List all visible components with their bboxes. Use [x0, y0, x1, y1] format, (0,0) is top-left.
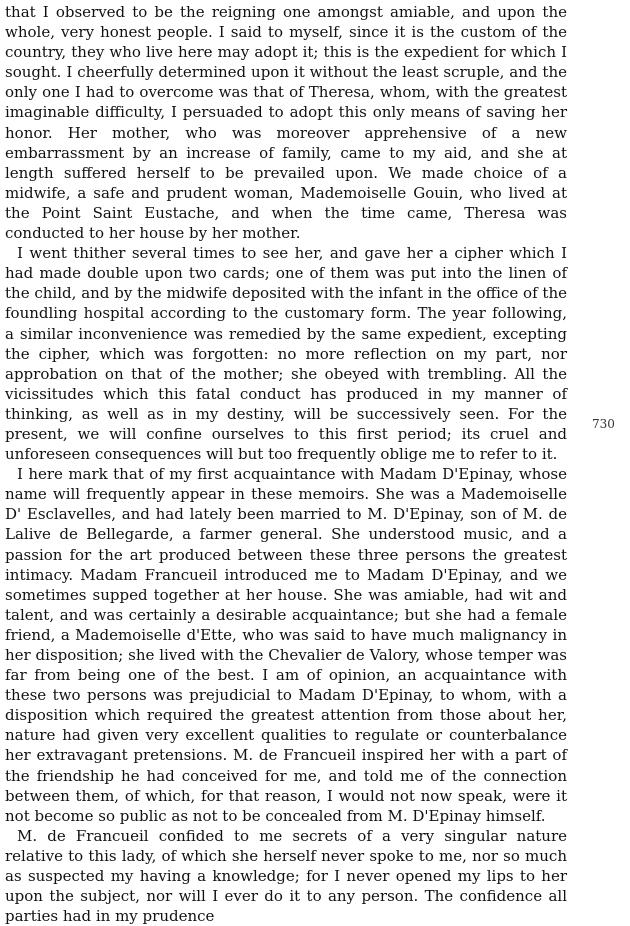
paragraph-4: M. de Francueil confided to me secrets of a very singular nature relative to this lady, of which she herself never spoke to me, nor so much as suspected my having a knowledge; for I never opened my lips to her upon the subject, nor will I ever do it to any person. The confidence all parties had in my prudence — [5, 826, 567, 926]
paragraph-1: that I observed to be the reigning one amongst amiable, and upon the whole, very honest people. I said to myself, since it is the custom of the country, they who live here may adopt it; this is the expedient for which I sought. I cheerfully determined upon it without the least scruple, and the only one I had to overcome was that of Theresa, whom, with the greatest imaginable difficulty, I persuaded to adopt this only means of saving her honor. Her mother, who was moreover apprehensive of a new embarrassment by an increase of family, came to my aid, and she at length suffered herself to be prevailed upon. We made choice of a midwife, a safe and prudent woman, Mademoiselle Gouin, who lived at the Point Saint Eustache, and when the time came, Theresa was conducted to her house by her mother. — [5, 3, 567, 243]
paragraph-3: I here mark that of my first acquaintance with Madam D'Epinay, whose name will frequently appear in these memoirs. She was a Mademoiselle D' Esclavelles, and had lately been married to M. D'Epinay, son of M. de Lalive de Bellegarde, a farmer general. She understood music, and a passion for the art produced between these three persons the greatest intimacy. Madam Francueil introduced me to Madam D'Epinay, and we sometimes supped together at her house. She was amiable, had wit and talent, and was certainly a desirable acquaintance; but she had a female friend, a Mademoiselle d'Ette, who was said to have much malignancy in her disposition; she lived with the Chevalier de Valory, whose temper was far from being one of the best. I am of opinion, an acquaintance with these two persons was prejudicial to Madam D'Epinay, to whom, with a disposition which required the greatest attention from those about her, nature had given very excellent qualities to regulate or counterbalance her extravagant pretensions. M. de Francueil inspired her with a part of the friendship he had conceived for me, and told me of the connection between them, of which, for that reason, I would not now speak, were it not become so public as not to be concealed from M. D'Epinay himself. — [5, 465, 567, 825]
page-number: 730 — [592, 417, 615, 431]
paragraph-2: I went thither several times to see her, and gave her a cipher which I had made double upon two cards; one of them was put into the linen of the child, and by the midwife deposited with the infant in the office of the foundling hospital according to the customary form. The year following, a similar inconvenience was remedied by the same expedient, excepting the cipher, which was forgotten: no more reflection on my part, nor approbation on that of the mother; she obeyed with trembling. All the vicissitudes which this fatal conduct has produced in my manner of thinking, as well as in my destiny, will be successively seen. For the present, we will confine ourselves to this first period; its cruel and unforeseen consequences will but too frequently oblige me to refer to it. — [5, 244, 567, 464]
page-body — [5, 2, 567, 926]
